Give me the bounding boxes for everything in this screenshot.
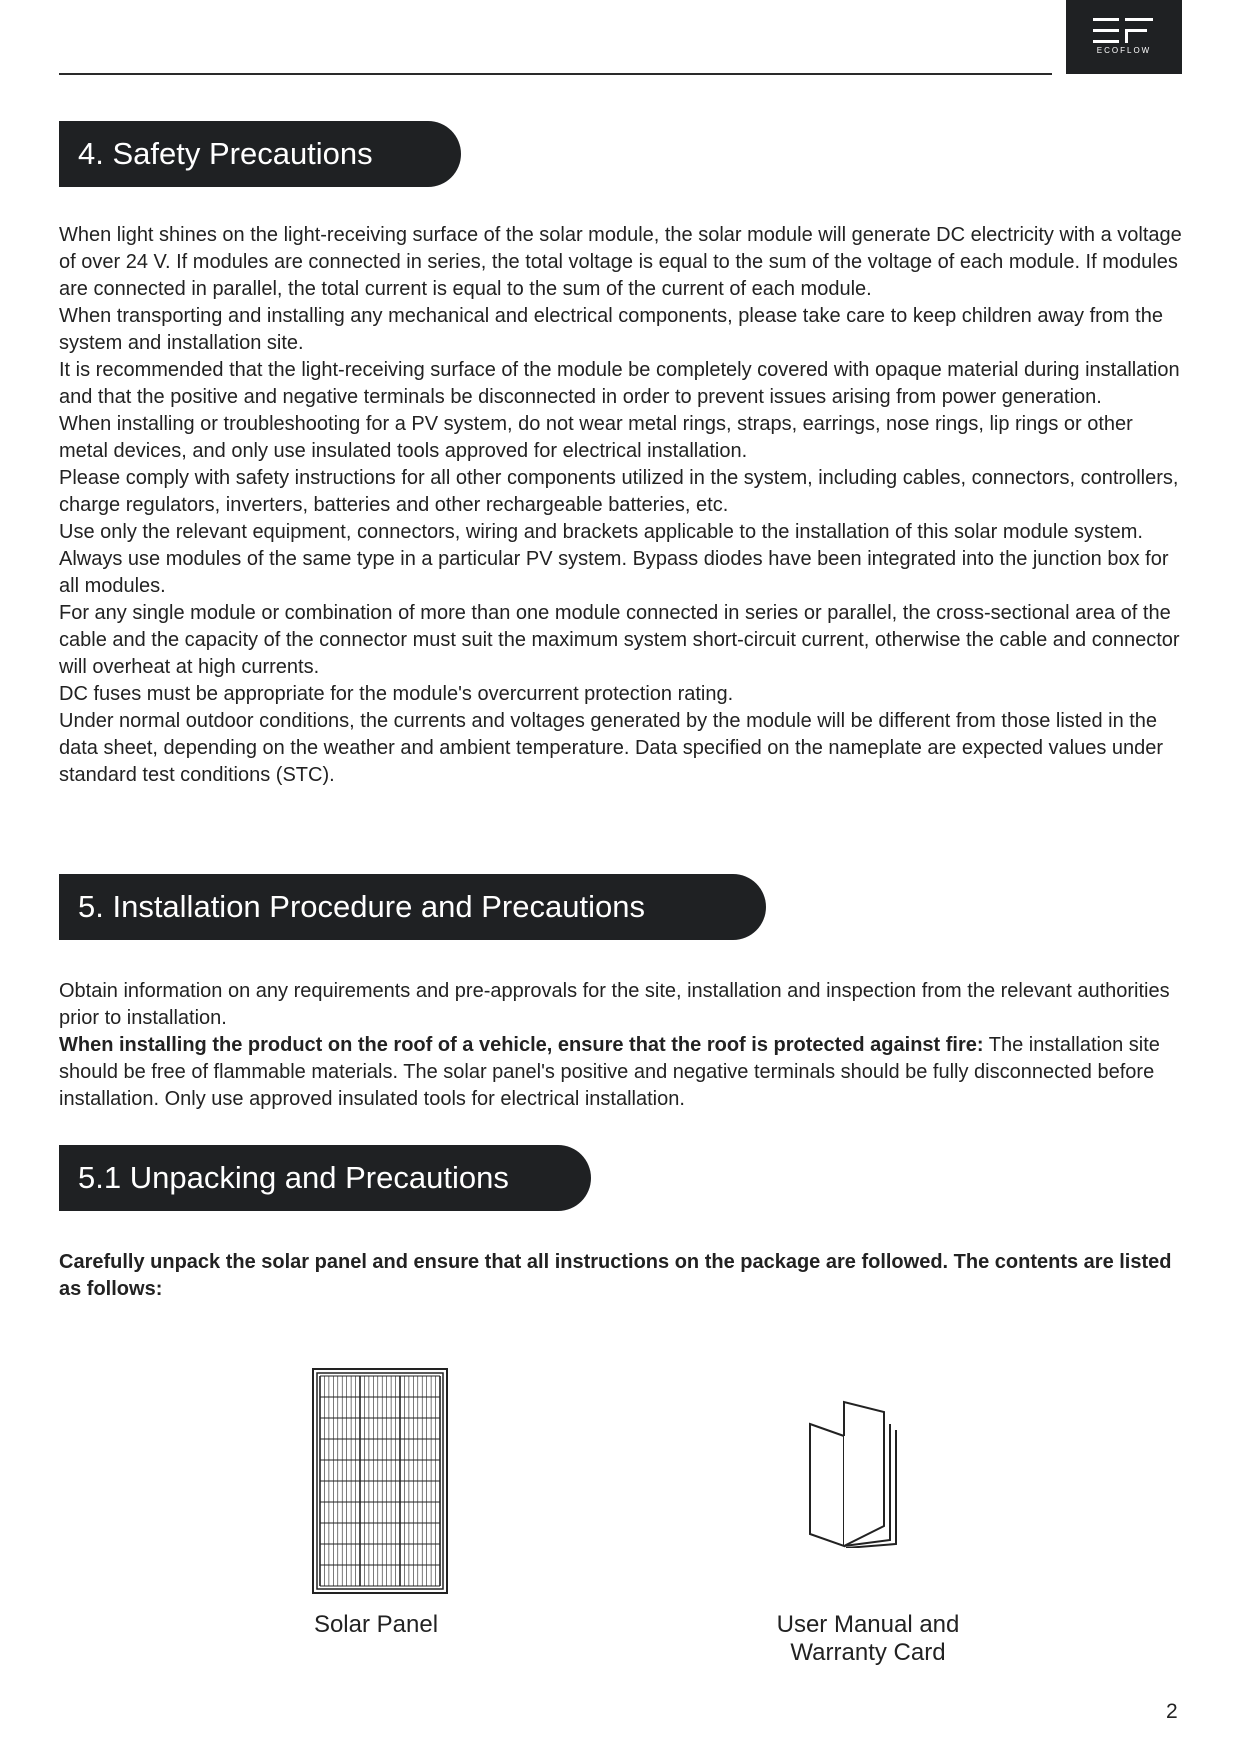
safety-paragraph: When transporting and installing any mechanical and electrical components, please take care to keep children away from the system and installation site. xyxy=(59,305,1163,354)
item-label-line: Warranty Card xyxy=(790,1639,946,1666)
section-title-unpacking: 5.1 Unpacking and Precautions xyxy=(59,1145,591,1211)
safety-paragraph: Under normal outdoor conditions, the currents and voltages generated by the module will be different from those listed in the data sheet, depending on the weather and ambient temperature. Data specified on the nameplate are expected values under standard test conditions (STC). xyxy=(59,710,1164,786)
safety-paragraph: Use only the relevant equipment, connectors, wiring and brackets applicable to the installation of this solar module system. Always use modules of the same type in a particular PV system. Bypass diodes have been integrated into the junction box for all modules. xyxy=(59,521,1169,597)
safety-paragraph: DC fuses must be appropriate for the module's overcurrent protection rating. xyxy=(59,683,734,705)
section-title-installation: 5. Installation Procedure and Precautions xyxy=(59,874,766,940)
section-title-safety: 4. Safety Precautions xyxy=(59,121,461,187)
roof-fire-warning: When installing the product on the roof of a vehicle, ensure that the roof is protected against fire: xyxy=(59,1034,984,1056)
safety-paragraph: It is recommended that the light-receiving surface of the module be completely covered with opaque material during installation and that the positive and negative terminals be disconnected in order to prevent issues arising from power generation. xyxy=(59,359,1180,408)
installation-text xyxy=(59,978,1185,1113)
solar-panel-icon xyxy=(312,1368,448,1594)
manual-icon xyxy=(806,1400,902,1548)
safety-paragraph: For any single module or combination of more than one module connected in series or parallel, the cross-sectional area of the cable and the capacity of the connector must suit the maximum system short-circuit current, otherwise the cable and connector will overheat at high currents. xyxy=(59,602,1180,678)
unpacking-intro: Carefully unpack the solar panel and ensure that all instructions on the package are followed. The contents are listed as follows: xyxy=(59,1251,1172,1300)
installation-paragraph: Obtain information on any requirements and pre-approvals for the site, installation and inspection from the relevant authorities prior to installation. xyxy=(59,980,1170,1029)
installation-paragraph xyxy=(59,1032,1185,1113)
installation-rest: The installation site should be free of flammable materials. The solar panel's positive and negative terminals should be fully disconnected before installation. Only use approved insulated tools for electrical installation. xyxy=(59,1034,1160,1110)
item-label-solar-panel: Solar Panel xyxy=(313,1611,439,1638)
item-label-line: User Manual and xyxy=(776,1611,960,1638)
ef-logo-icon xyxy=(1093,18,1155,44)
safety-text xyxy=(59,222,1185,789)
brand-logo xyxy=(1066,0,1182,74)
safety-paragraph: When light shines on the light-receiving surface of the solar module, the solar module will generate DC electricity with a voltage of over 24 V. If modules are connected in series, the total voltage is equal to the sum of the voltage of each module. If modules are connected in parallel, the total current is equal to the sum of the current of each module. xyxy=(59,224,1182,300)
header-rule xyxy=(59,73,1052,75)
item-label-user-manual xyxy=(744,1611,992,1667)
safety-paragraph: Please comply with safety instructions for all other components utilized in the system, including cables, connectors, controllers, charge regulators, inverters, batteries and other rechargeable batteries, etc. xyxy=(59,467,1179,516)
logo-wordmark: ECOFLOW xyxy=(1096,46,1152,55)
safety-paragraph: When installing or troubleshooting for a PV system, do not wear metal rings, straps, earrings, nose rings, lip rings or other metal devices, and only use insulated tools approved for electrical installation. xyxy=(59,413,1133,462)
page-number: 2 xyxy=(1166,1700,1178,1723)
